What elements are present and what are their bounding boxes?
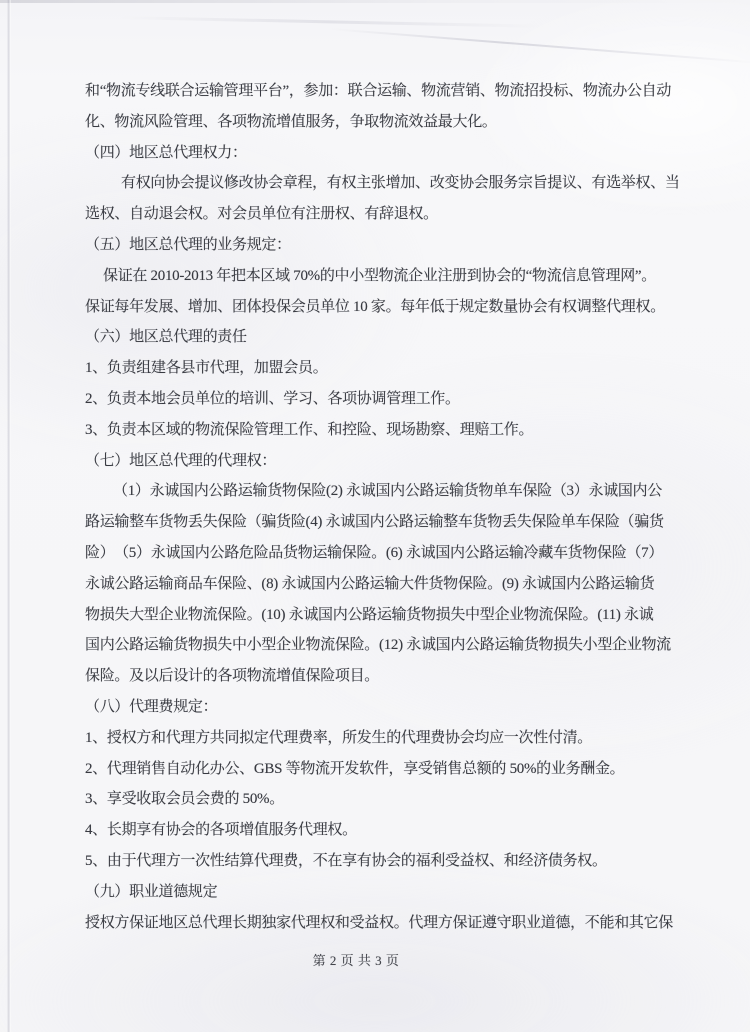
document-line: 授权方保证地区总代理长期独家代理权和受益权。代理方保证遵守职业道德，不能和其它保	[85, 914, 674, 931]
document-line: 1、负责组建各县市代理，加盟会员。	[85, 360, 328, 377]
document-line: 2、代理销售自动化办公、GBS 等物流开发软件，享受销售总额的 50%的业务酬金。	[85, 760, 625, 777]
document-line: 3、负责本区域的物流保险管理工作、和控险、现场勘察、理赔工作。	[85, 421, 534, 438]
document-line: 保证在 2010-2013 年把本区域 70%的中小型物流企业注册到协会的“物流信息管理网”。	[103, 267, 656, 284]
document-line: （1）永诚国内公路运输货物保险(2) 永诚国内公路运输货物单车保险（3）永诚国内公	[113, 483, 662, 500]
scan-top-crease	[330, 28, 750, 64]
document-line: 2、负责本地会员单位的培训、学习、各项协调管理工作。	[85, 390, 460, 407]
page-footer: 第 2 页 共 3 页	[312, 953, 400, 968]
document-line: （七）地区总代理的代理权：	[85, 452, 277, 469]
document-line: 保险。及以后设计的各项物流增值保险项目。	[85, 668, 380, 685]
document-line: （八）代理费规定：	[85, 698, 218, 715]
document-line: 4、长期享有协会的各项增值服务代理权。	[85, 822, 357, 839]
document-line: 保证每年发展、增加、团体投保会员单位 10 家。每年低于规定数量协会有权调整代理权。	[85, 298, 665, 315]
scan-top-crease-faint	[120, 16, 540, 28]
document-line: 和“物流专线联合运输管理平台”，参加：联合运输、物流营销、物流招投标、物流办公自动	[85, 83, 672, 99]
document-line: 国内公路运输货物损失中小型企业物流保险。(12) 永诚国内公路运输货物损失小型企业物流	[85, 637, 671, 654]
scan-left-crease	[7, 0, 11, 1032]
document-line: 5、由于代理方一次性结算代理费，不在享有协会的福利受益权、和经济债务权。	[85, 852, 607, 869]
document-line: （六）地区总代理的责任	[85, 329, 247, 346]
document-line: 物损失大型企业物流保险。(10) 永诚国内公路运输货物损失中型企业物流保险。(11) 永诚	[85, 606, 654, 623]
document-line: 3、享受收取会员会费的 50%。	[85, 791, 284, 808]
document-line: 化、物流风险管理、各项物流增值服务，争取物流效益最大化。	[85, 113, 497, 130]
document-line: 选权、自动退会权。对会员单位有注册权、有辞退权。	[85, 206, 438, 223]
document-line: 1、授权方和代理方共同拟定代理费率，所发生的代理费协会均应一次性付清。	[85, 729, 593, 746]
document-line: 险） （5）永诚国内公路危险品货物运输保险。(6) 永诚国内公路运输冷藏车货物保险（7）	[85, 544, 664, 561]
document-line: 路运输整车货物丢失保险（骗货险(4) 永诚国内公路运输整车货物丢失保险单车保险（骗货	[85, 514, 664, 531]
document-line: 有权向协会提议修改协会章程，有权主张增加、改变协会服务宗旨提议、有选举权、当	[121, 175, 680, 192]
document-body	[85, 76, 685, 938]
document-line: （四）地区总代理权力：	[85, 144, 247, 161]
document-line: （九）职业道德规定	[85, 883, 218, 900]
scan-top-edge-shadow	[0, 0, 750, 3]
document-line: （五）地区总代理的业务规定：	[85, 236, 291, 253]
document-line: 永诚公路运输商品车保险、(8) 永诚国内公路运输大件货物保险。(9) 永诚国内公路运输货	[85, 575, 655, 592]
